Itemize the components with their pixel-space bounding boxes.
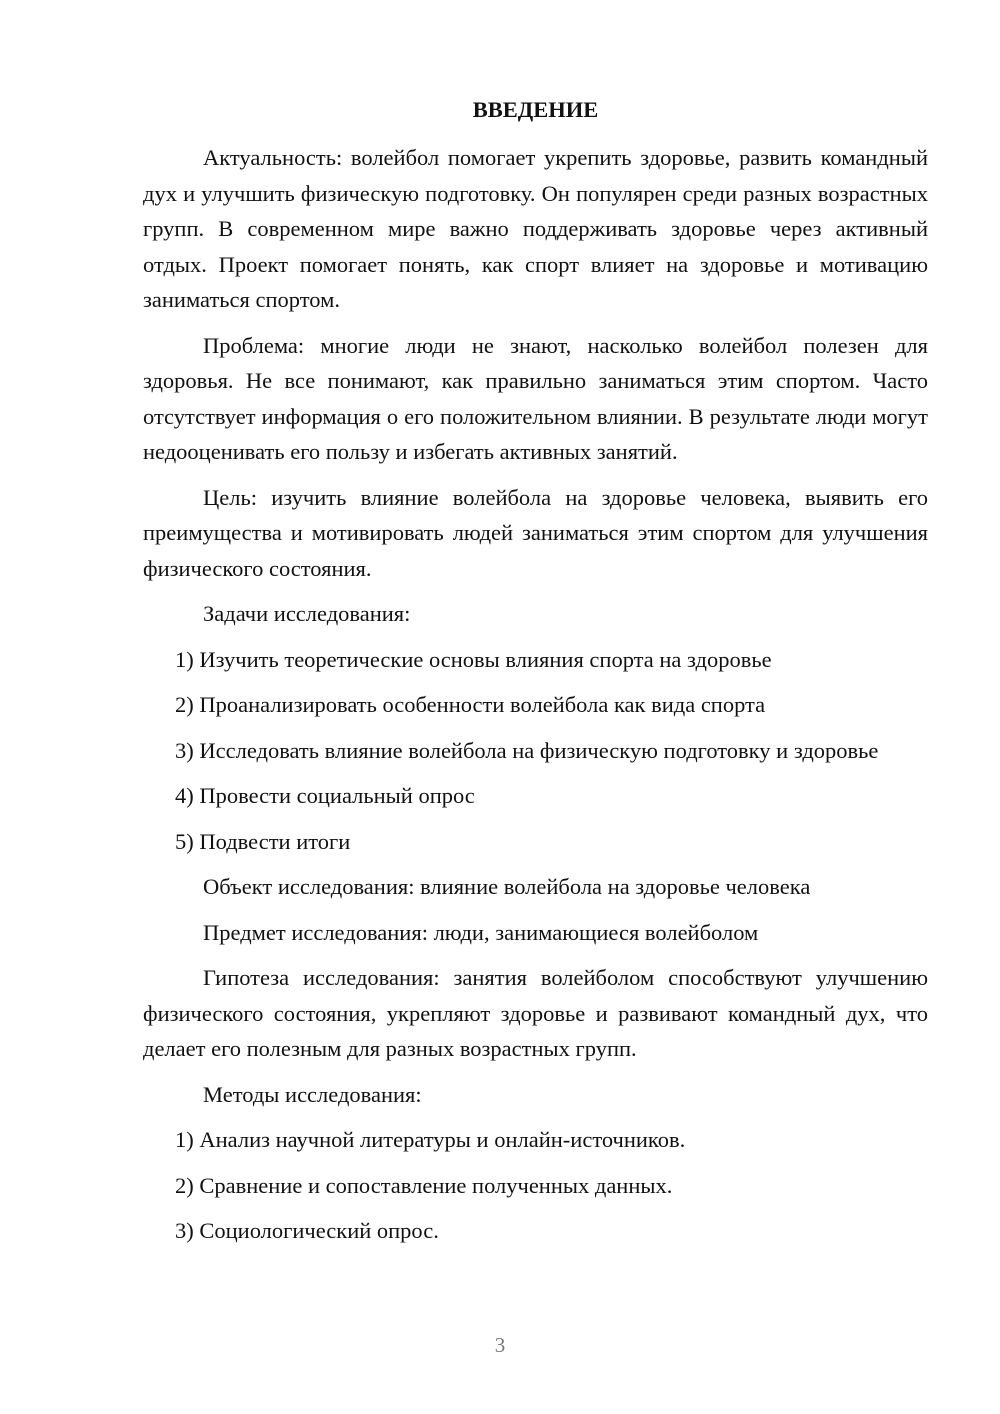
method-item-3: 3) Социологический опрос. — [175, 1218, 439, 1243]
method-item-2: 2) Сравнение и сопоставление полученных данных. — [175, 1172, 673, 1198]
section-title: ВВЕДЕНИЕ — [472, 97, 599, 122]
page-number: 3 — [494, 1333, 506, 1357]
task-item-1: 1) Изучить теоретические основы влияния спорта на здоровье — [175, 646, 772, 672]
methods-heading: Методы исследования: — [203, 1081, 422, 1107]
research-object: Объект исследования: влияние волейбола на здоровье человека — [203, 874, 811, 899]
task-item-3: 3) Исследовать влияние волейбола на физическую подготовку и здоровье — [175, 737, 879, 763]
hypothesis-paragraph: Гипотеза исследования: занятия волейболом способствуют улучшению физического состояния, укрепляют здоровье и развивают командный дух, что делает его полезным для разных возрастных групп. — [143, 965, 928, 1061]
task-item-4: 4) Провести социальный опрос — [175, 783, 475, 808]
problem-paragraph: Проблема: многие люди не знают, насколько волейбол полезен для здоровья. Не все понимают, как правильно заниматься этим спортом. Часто отсутствует информация о его положительном влиянии. В результате люди могут недооценивать его пользу и избегать активных занятий. — [143, 332, 928, 464]
method-item-1: 1) Анализ научной литературы и онлайн-источников. — [175, 1127, 686, 1152]
task-item-2: 2) Проанализировать особенности волейбола как вида спорта — [175, 692, 766, 717]
page-content — [143, 92, 928, 1259]
goal-paragraph: Цель: изучить влияние волейбола на здоровье человека, выявить его преимущества и мотивировать людей заниматься этим спортом для улучшения физического состояния. — [143, 484, 928, 581]
task-item-5: 5) Подвести итоги — [175, 828, 351, 854]
research-subject: Предмет исследования: люди, занимающиеся волейболом — [203, 919, 759, 945]
tasks-heading: Задачи исследования: — [203, 601, 411, 626]
relevance-paragraph: Актуальность: волейбол помогает укрепить здоровье, развить командный дух и улучшить физическую подготовку. Он популярен среди разных возрастных групп. В современном мире важно поддерживать здоровье через активный отдых. Проект помогает понять, как спорт влияет на здоровье и мотивацию заниматься спортом. — [143, 145, 928, 312]
